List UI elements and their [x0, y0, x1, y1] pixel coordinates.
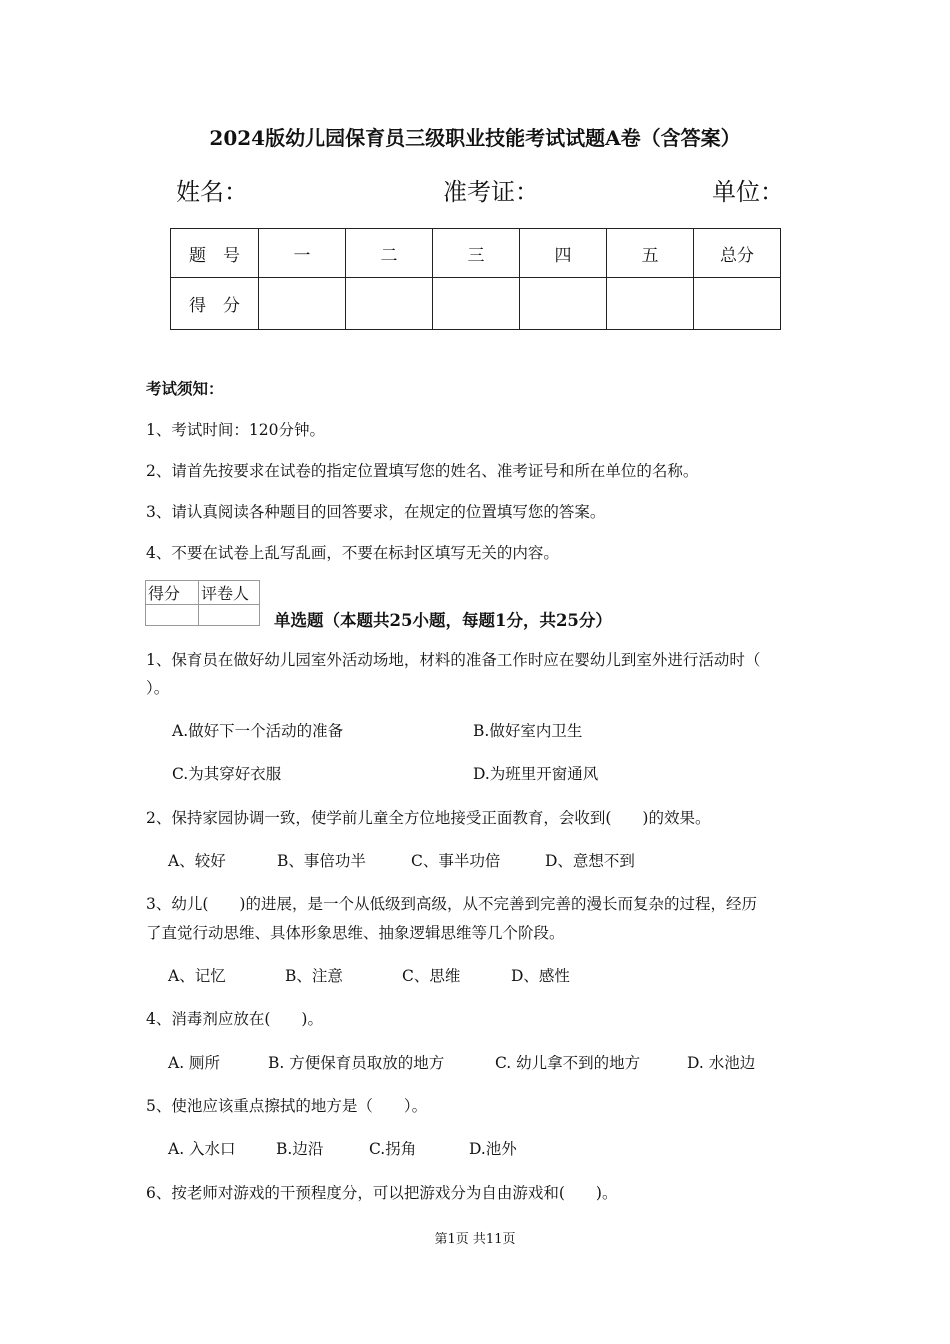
page-title: 2024版幼儿园保育员三级职业技能考试试题A卷（含答案）: [209, 126, 741, 150]
grader-box-grader-cell[interactable]: [199, 605, 260, 626]
score-cell-empty[interactable]: [433, 278, 520, 330]
score-table-cell: 得 分: [171, 278, 259, 330]
question-1: 1、保育员在做好幼儿园室外活动场地，材料的准备工作时应在婴幼儿到室外进行活动时（: [146, 651, 761, 669]
question-4-option-b[interactable]: B. 方便保育员取放的地方: [268, 1054, 445, 1072]
exam-id-field-label: 准考证：: [443, 178, 539, 206]
grader-box-score-label: 得分: [146, 581, 199, 605]
score-table-header-row: [171, 229, 781, 278]
question-3-cont: 了直觉行动思维、具体形象思维、抽象逻辑思维等几个阶段。: [146, 924, 565, 942]
question-4-option-a[interactable]: A. 厕所: [168, 1054, 221, 1072]
question-4-option-d[interactable]: D. 水池边: [687, 1054, 756, 1072]
question-1-option-d[interactable]: D.为班里开窗通风: [473, 765, 599, 783]
question-4: 4、消毒剂应放在( )。: [146, 1010, 323, 1028]
question-1-option-a[interactable]: A.做好下一个活动的准备: [172, 722, 344, 740]
grader-box-score-cell[interactable]: [146, 605, 199, 626]
question-1-cont: ）。: [146, 679, 170, 697]
section-title: 单选题（本题共25小题，每题1分，共25分）: [274, 611, 612, 630]
grader-box: [145, 580, 260, 626]
score-cell-empty[interactable]: [694, 278, 781, 330]
score-table-cell: 题 号: [171, 229, 259, 278]
score-table-score-row: [171, 278, 781, 330]
question-3-option-c[interactable]: C、思维: [402, 967, 461, 985]
grader-box-grader-label: 评卷人: [199, 581, 260, 605]
question-5: 5、使池应该重点擦拭的地方是（ ）。: [146, 1097, 428, 1115]
question-5-option-d[interactable]: D.池外: [469, 1140, 517, 1158]
question-3-option-b[interactable]: B、注意: [285, 967, 343, 985]
question-3-option-a[interactable]: A、记忆: [168, 967, 226, 985]
question-3-option-d[interactable]: D、感性: [511, 967, 570, 985]
name-field-label: 姓名：: [176, 178, 248, 206]
question-2-option-a[interactable]: A、较好: [168, 852, 226, 870]
question-1-option-c[interactable]: C.为其穿好衣服: [172, 765, 282, 783]
question-3: 3、幼儿( )的进展，是一个从低级到高级，从不完善到完善的漫长而复杂的过程，经历: [146, 895, 757, 913]
score-table-cell: 四: [520, 229, 607, 278]
question-5-option-a[interactable]: A. 入水口: [168, 1140, 236, 1158]
page-footer: 第1页 共11页: [434, 1232, 516, 1247]
score-cell-empty[interactable]: [259, 278, 346, 330]
score-cell-empty[interactable]: [520, 278, 607, 330]
score-table: [170, 228, 781, 330]
unit-field-label: 单位：: [712, 178, 784, 206]
score-table-cell: 一: [259, 229, 346, 278]
score-table-cell: 五: [607, 229, 694, 278]
question-2-option-c[interactable]: C、事半功倍: [411, 852, 501, 870]
score-cell-empty[interactable]: [607, 278, 694, 330]
question-2-option-b[interactable]: B、事倍功半: [277, 852, 366, 870]
question-1-option-b[interactable]: B.做好室内卫生: [473, 722, 583, 740]
question-5-option-b[interactable]: B.边沿: [276, 1140, 324, 1158]
question-2-option-d[interactable]: D、意想不到: [545, 852, 635, 870]
score-table-cell: 三: [433, 229, 520, 278]
instructions-heading: 考试须知：: [146, 379, 224, 398]
instruction-item: 4、不要在试卷上乱写乱画，不要在标封区填写无关的内容。: [146, 544, 559, 562]
instruction-item: 3、请认真阅读各种题目的回答要求，在规定的位置填写您的答案。: [146, 503, 606, 521]
instruction-item: 1、考试时间：120分钟。: [146, 421, 325, 439]
instruction-item: 2、请首先按要求在试卷的指定位置填写您的姓名、准考证号和所在单位的名称。: [146, 462, 699, 480]
question-2: 2、保持家园协调一致，使学前儿童全方位地接受正面教育，会收到( )的效果。: [146, 809, 711, 827]
score-table-cell: 二: [346, 229, 433, 278]
score-table-cell: 总分: [694, 229, 781, 278]
question-4-option-c[interactable]: C. 幼儿拿不到的地方: [495, 1054, 641, 1072]
score-cell-empty[interactable]: [346, 278, 433, 330]
question-5-option-c[interactable]: C.拐角: [369, 1140, 417, 1158]
question-6: 6、按老师对游戏的干预程度分，可以把游戏分为自由游戏和( )。: [146, 1184, 618, 1202]
